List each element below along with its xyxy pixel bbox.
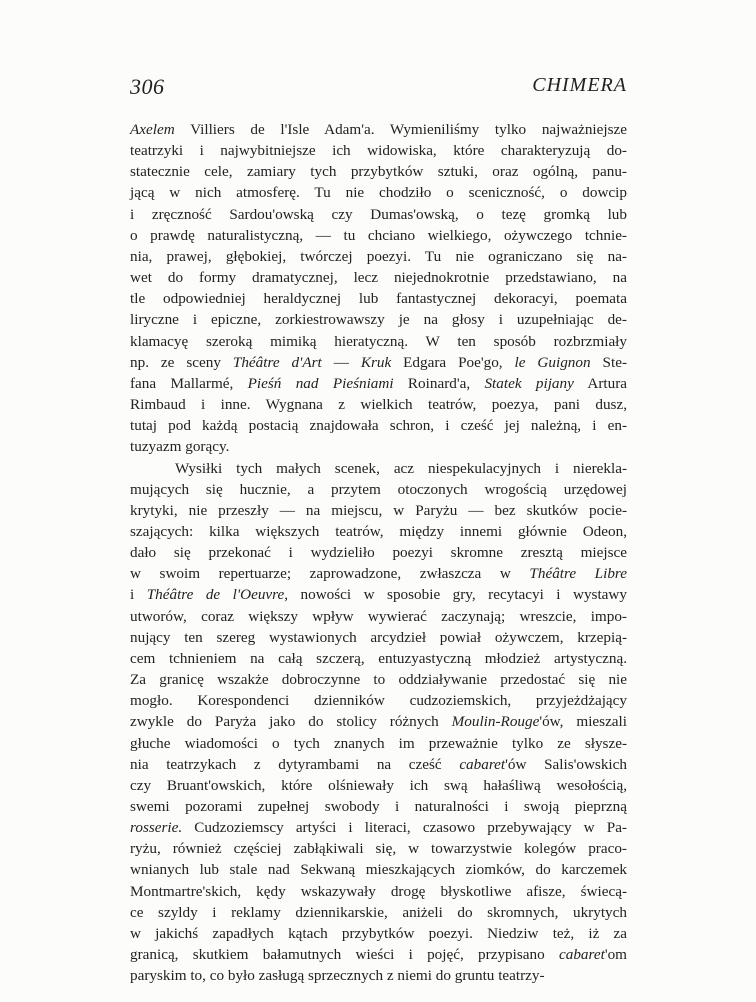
text-segment: teatrzyki i najwybitniejsze ich widowiska, które charakteryzują do- — [130, 142, 627, 160]
text-line — [130, 204, 627, 225]
text-segment: Ste- — [590, 353, 627, 371]
text-line — [130, 331, 627, 352]
text-segment: swemi pozorami zupełnej swobody i naturalności i swoją pieprzną — [130, 798, 627, 815]
text-segment: statecznie cele, zamiary tych przybytków sztuki, oraz ogólną, panu- — [130, 163, 627, 181]
italic-text: cabaret — [459, 755, 506, 773]
text-line — [130, 288, 627, 309]
text-segment: tle odpowiedniej heraldycznej lub fantastycznej dekoracyi, poemata — [130, 290, 627, 308]
text-segment: — — [321, 353, 361, 371]
text-line — [130, 711, 627, 732]
text-segment: czy Bruant'owskich, które olśniewały ich swą hałaśliwą wesołością, — [130, 776, 627, 794]
text-line — [130, 415, 627, 436]
text-segment: o prawdę naturalistyczną, — tu chciano wielkiego, ożywczego tchnie- — [130, 226, 627, 244]
text-segment: Edgara Poe'go, — [391, 353, 515, 371]
text-segment: Villiers de l'Isle Adam'a. Wymieniliśmy tylko najważniejsze — [174, 121, 627, 138]
text-segment: Wysiłki tych małych scenek, acz niespekulacyjnych i niereklа- — [175, 459, 627, 477]
text-line — [130, 563, 627, 584]
text-segment: np. ze sceny — [130, 353, 233, 371]
text-line — [130, 669, 627, 690]
text-line — [130, 119, 627, 140]
text-segment: Cudzoziemscy artyści i literaci, czasowo przebywający w Pa- — [182, 819, 627, 837]
text-line — [130, 606, 627, 627]
text-line — [130, 458, 627, 479]
text-line — [130, 923, 627, 944]
text-line — [130, 161, 627, 182]
text-line — [130, 627, 627, 648]
text-segment: wnianych lub stale nad Sekwaną mieszkających ziomków, do karczemek — [130, 861, 627, 879]
text-line — [130, 902, 627, 923]
text-segment: 'ów Salis'owskich — [505, 755, 627, 773]
text-segment: mujących się hucznie, a przytem otoczonych wrogością urzędowej — [130, 480, 627, 498]
text-segment: mogło. Korespondenci dzienników cudzoziemskich, przyjeżdżający — [130, 692, 627, 710]
text-line — [130, 140, 627, 161]
text-segment: nia, prawej, głębokiej, twórczej poezyi. Tu nie ograniczano się na- — [130, 247, 627, 265]
text-line — [130, 881, 627, 902]
text-segment: klamacyę szeroką mimiką hieratyczną. W ten sposób rozbrzmiały — [130, 332, 627, 350]
text-line — [130, 394, 627, 415]
italic-text: Pieśń nad Pieśniami — [247, 374, 394, 392]
text-line — [130, 479, 627, 500]
italic-text: Kruk — [360, 353, 392, 371]
text-segment: tuzyazm gorący. — [130, 438, 230, 456]
text-line — [130, 500, 627, 521]
text-segment: jącą w nich atmosferę. Tu nie chodziło o sceniczność, o dowcip — [130, 184, 627, 202]
text-line — [130, 648, 627, 669]
text-segment: Rimbaud i inne. Wygnana z wielkich teatrów, poezya, pani dusz, — [130, 396, 627, 414]
text-line — [130, 733, 627, 754]
text-line — [130, 944, 627, 965]
text-segment: zwykle do Paryża jako do stolicy różnych — [130, 713, 452, 731]
page-number: 306 — [130, 74, 165, 99]
text-segment: nowości w sposobie gry, recytacyi i wystawy — [288, 586, 627, 604]
text-segment: w swoim repertuarze; zaprowadzone, zwłaszcza w — [130, 565, 530, 583]
text-segment: granicą, skutkiem bałamutnych wieści i pojęć, przypisano — [130, 946, 559, 964]
page-header — [130, 74, 627, 104]
text-segment: ryżu, również częściej zabłąkiwali się, w towarzystwie kolegów praco- — [130, 840, 627, 858]
text-line — [130, 267, 627, 288]
text-segment: liryczne i epiczne, zorkiestrowawszy je na głosy i uzupełniając de- — [130, 311, 627, 329]
text-segment: cem tchnieniem na całą szczerą, entuzyastyczną młodzież artystyczną. — [130, 649, 627, 667]
body-text — [130, 119, 627, 986]
text-line — [130, 436, 627, 457]
text-segment: fana Mallarmé, — [130, 374, 248, 392]
text-line — [130, 838, 627, 859]
text-segment: Artura — [573, 374, 627, 392]
text-segment: Montmartre'skich, kędy wskazywały drogę błyskotliwe afisze, świecą- — [130, 882, 627, 900]
italic-text: cabaret — [559, 946, 605, 964]
text-line — [130, 796, 627, 817]
italic-text: Théâtre Libre — [529, 565, 628, 583]
text-line — [130, 225, 627, 246]
text-line — [130, 584, 627, 605]
text-segment: Roinard'a, — [393, 374, 485, 392]
italic-text: le Guignon — [514, 353, 591, 371]
text-segment: ce szyldy i reklamy dziennikarskie, aniżeli do skromnych, ukrytych — [130, 903, 627, 921]
text-line — [130, 246, 627, 267]
text-segment: Za granicę wszakże dobroczynne to oddziaływanie przedostać się nie — [130, 671, 627, 689]
italic-text: Axelem — [130, 121, 175, 138]
text-segment: szających: kilka większych teatrów, między innemi głównie Odeon, — [130, 522, 627, 540]
text-segment: i zręczność Sardou'owską czy Dumas'owską, o tezę gromką lub — [130, 205, 627, 223]
text-segment: nia teatrzykach z dytyrambami na cześć — [130, 755, 460, 773]
text-segment: i — [130, 586, 147, 604]
text-line — [130, 754, 627, 775]
text-line — [130, 352, 627, 373]
text-line — [130, 775, 627, 796]
italic-text: Théâtre d'Art — [232, 353, 322, 371]
text-line — [130, 859, 627, 880]
text-segment: 'om — [604, 946, 627, 964]
text-line — [130, 521, 627, 542]
text-line — [130, 965, 627, 986]
text-line — [130, 182, 627, 203]
text-segment: nujący ten szereg wystawionych arcydzieł powiał ożywczem, krzepią- — [130, 628, 627, 646]
running-title: CHIMERA — [532, 74, 627, 96]
italic-text: rosserie. — [130, 819, 183, 837]
text-line — [130, 690, 627, 711]
text-segment: w jakichś zapadłych kątach przybytków poezyi. Niedziw też, iż za — [130, 924, 627, 942]
text-segment: wet do formy dramatycznej, lecz niejednokrotnie przedstawiano, na — [130, 269, 627, 287]
italic-text: Moulin-Rouge — [451, 713, 540, 731]
text-line — [130, 542, 627, 563]
text-segment: dało się przekonać i wydzieliło poezyi skromne zresztą miejsce — [130, 544, 627, 562]
text-segment: głuche wiadomości o tych znanych im przeważnie tylko ze słysze- — [130, 734, 627, 752]
text-segment: krytyki, nie przeszły — na miejscu, w Paryżu — bez skutków pocie- — [130, 501, 627, 519]
italic-text: Statek pijany — [484, 374, 574, 392]
text-segment: tutaj pod każdą postacią znajdowała schron, i cześć jej należną, i en- — [130, 417, 627, 435]
text-line — [130, 373, 627, 394]
text-segment: 'ów, mieszali — [539, 713, 627, 731]
text-segment: utworów, coraz większy wpływ wywierać zaczynają; wreszcie, impo- — [130, 607, 627, 625]
text-line — [130, 309, 627, 330]
text-line — [130, 817, 627, 838]
italic-text: Théâtre de l'Oeuvre, — [146, 586, 289, 604]
text-segment: paryskim to, co było zasługą sprzecznych z niemi do gruntu teatrzy- — [130, 967, 545, 985]
